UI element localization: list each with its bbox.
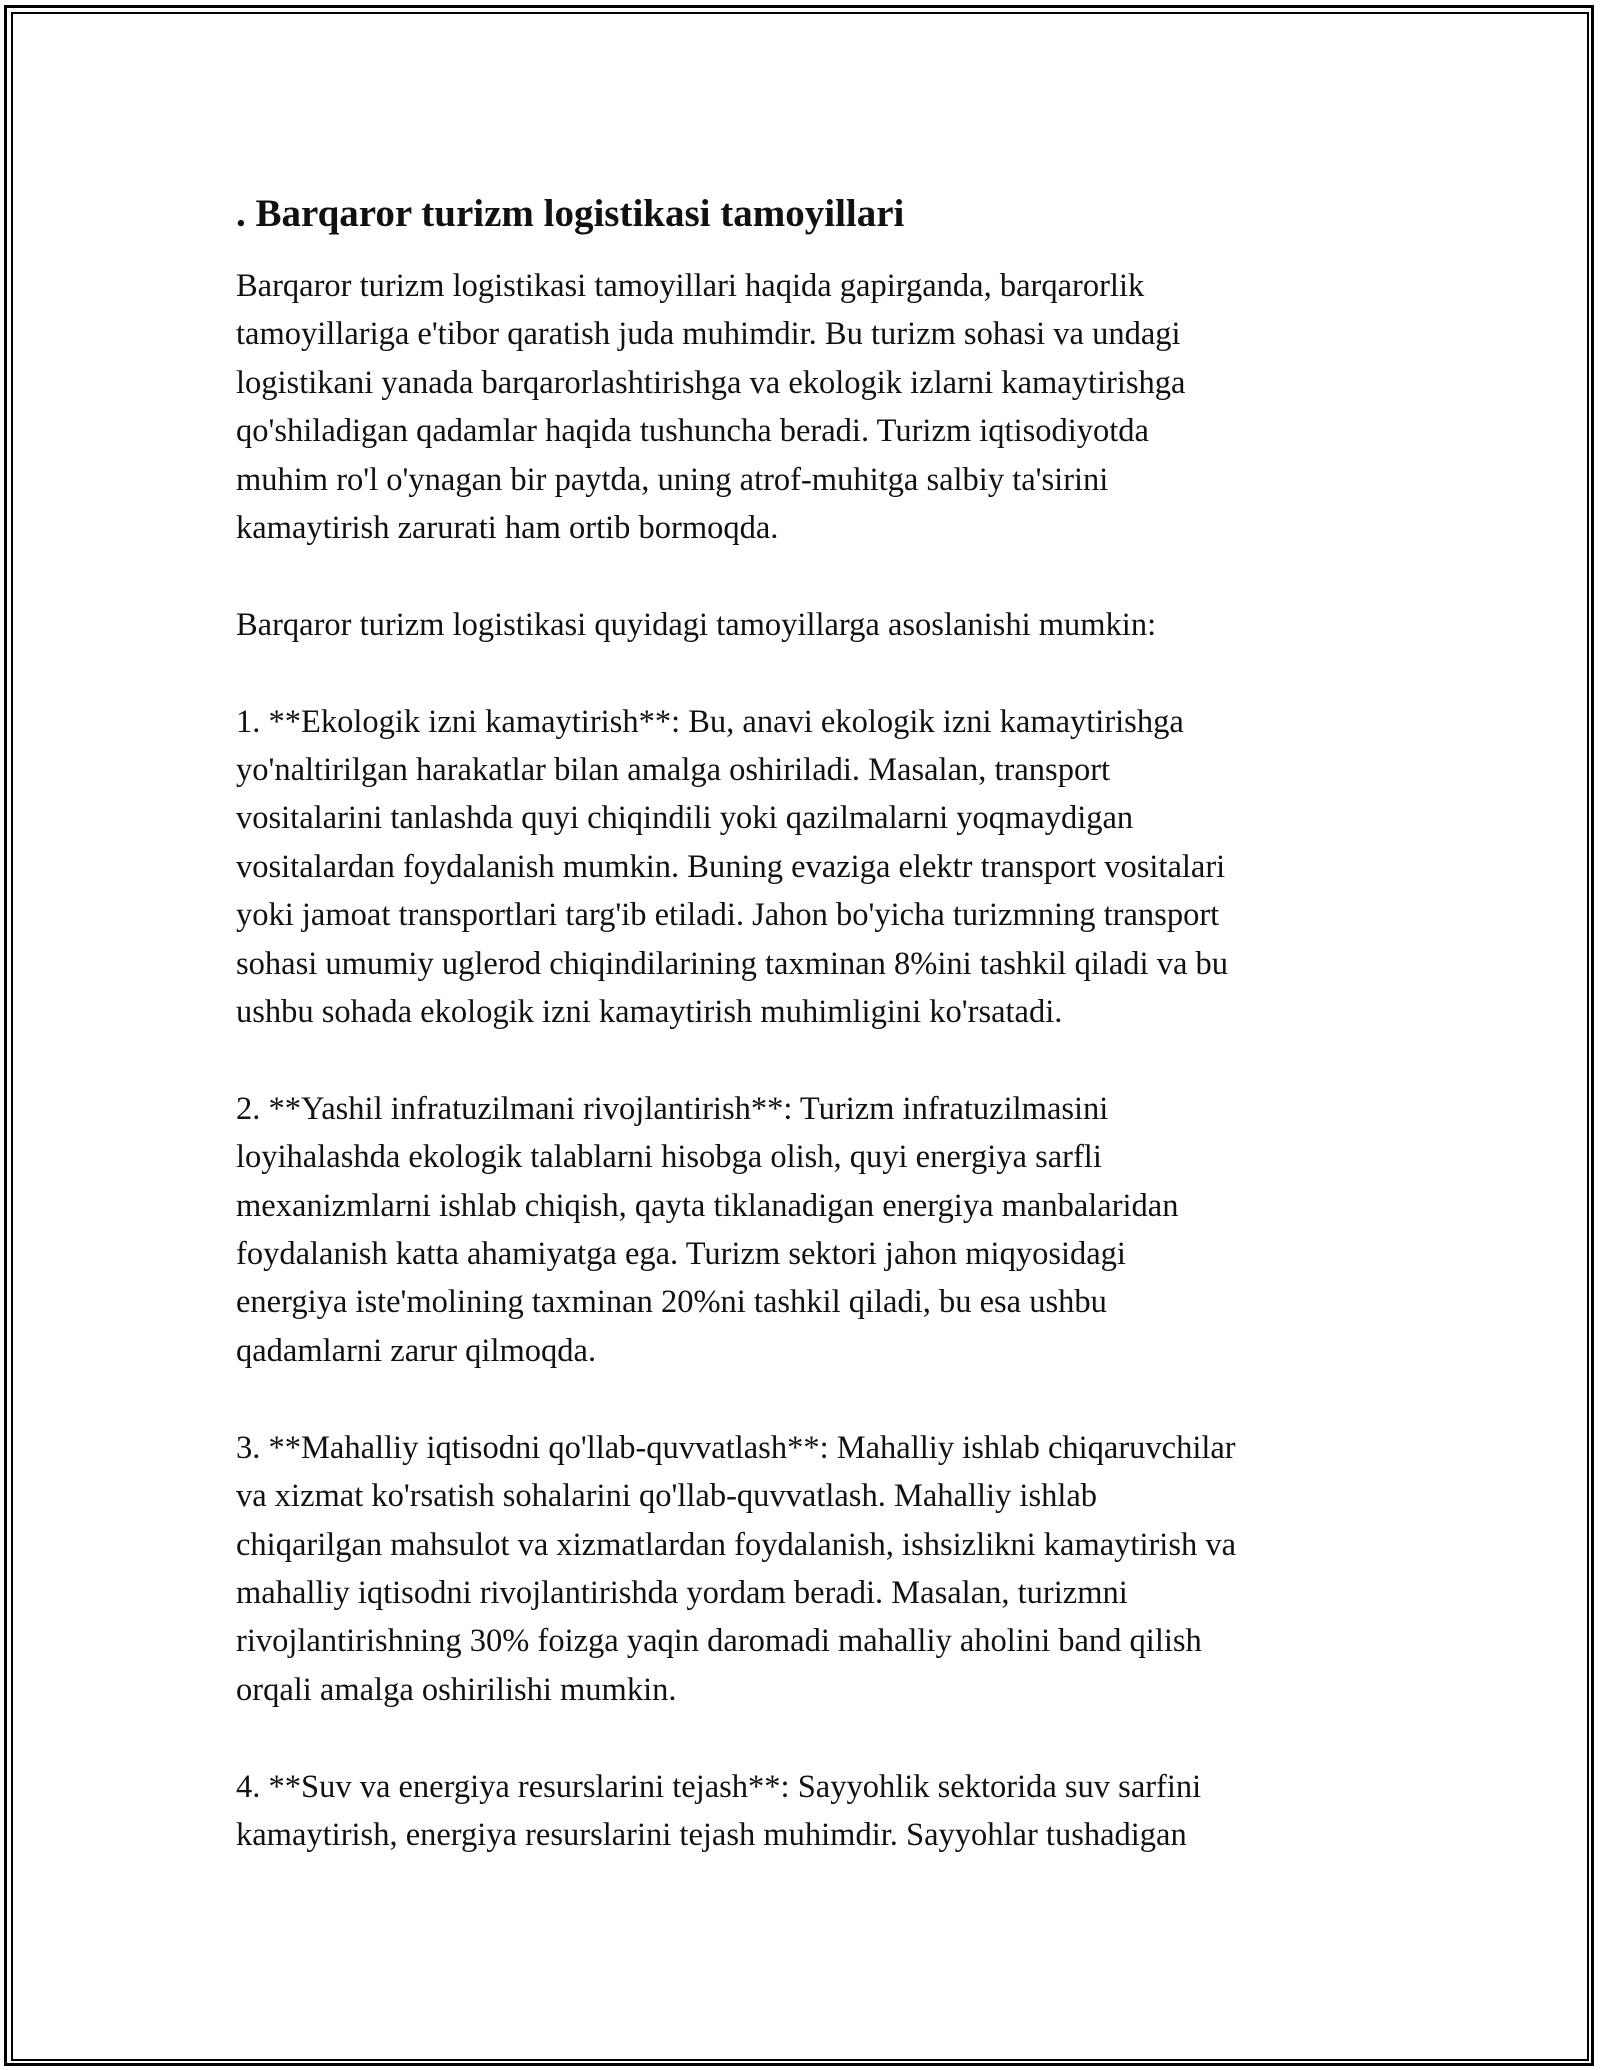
text-line: chiqarilgan mahsulot va xizmatlardan foydalanish, ishsizlikni kamaytirish va (236, 1526, 1237, 1563)
text-line: logistikani yanada barqarorlashtirishga va ekologik izlarni kamaytirishga (236, 364, 1186, 401)
document-title: . Barqaror turizm logistikasi tamoyillari (236, 192, 905, 235)
paragraph-principles-lead (236, 601, 1376, 649)
text-line: muhim ro'l o'ynagan bir paytda, uning atrof-muhitga salbiy ta'sirini (236, 461, 1109, 498)
text-line: kamaytirish zarurati ham ortib bormoqda. (236, 510, 779, 547)
text-line: loyihalashda ekologik talablarni hisobga olish, quyi energiya sarfli (236, 1139, 1102, 1176)
text-line: yo'naltirilgan harakatlar bilan amalga oshiriladi. Masalan, transport (236, 752, 1111, 789)
text-line: 1. **Ekologik izni kamaytirish**: Bu, anavi ekologik izni kamaytirishga (236, 703, 1184, 740)
text-line: mahalliy iqtisodni rivojlantirishda yordam beradi. Masalan, turizmni (236, 1574, 1128, 1611)
text-line: va xizmat ko'rsatish sohalarini qo'llab-quvvatlash. Mahalliy ishlab (236, 1478, 1098, 1515)
text-line: tamoyillariga e'tibor qaratish juda muhimdir. Bu turizm sohasi va undagi (236, 316, 1181, 353)
text-line: qadamlarni zarur qilmoqda. (236, 1332, 597, 1369)
paragraph-principle-3 (236, 1424, 1376, 1714)
text-line: vositalardan foydalanish mumkin. Buning evaziga elektr transport vositalari (236, 848, 1226, 885)
text-line: 4. **Suv va energiya resurslarini tejash**: Sayyohlik sektorida suv sarfini (236, 1768, 1202, 1805)
text-line: Barqaror turizm logistikasi tamoyillari haqida gapirganda, barqarorlik (236, 268, 1145, 304)
paragraph-principle-4 (236, 1763, 1376, 1860)
text-line: rivojlantirishning 30% foizga yaqin daromadi mahalliy aholini band qilish (236, 1623, 1202, 1660)
text-line: foydalanish katta ahamiyatga ega. Turizm sektori jahon miqyosidagi (236, 1236, 1126, 1273)
text-line: 2. **Yashil infratuzilmani rivojlantirish**: Turizm infratuzilmasini (236, 1090, 1109, 1127)
document-body (236, 186, 1376, 1908)
paragraph-intro (236, 262, 1376, 552)
text-line: sohasi umumiy uglerod chiqindilarining taxminan 8%ini tashkil qiladi va bu (236, 945, 1229, 982)
text-line: Barqaror turizm logistikasi quyidagi tamoyillarga asoslanishi mumkin: (236, 606, 1157, 643)
text-line: orqali amalga oshirilishi mumkin. (236, 1671, 677, 1708)
text-line: qo'shiladigan qadamlar haqida tushuncha beradi. Turizm iqtisodiyotda (236, 413, 1149, 450)
text-line: energiya iste'molining taxminan 20%ni tashkil qiladi, bu esa ushbu (236, 1284, 1107, 1321)
text-line: vositalarini tanlashda quyi chiqindili yoki qazilmalarni yoqmaydigan (236, 800, 1134, 837)
paragraph-principle-2 (236, 1085, 1376, 1375)
paragraph-principle-1 (236, 698, 1376, 1037)
text-line: yoki jamoat transportlari targ'ib etiladi. Jahon bo'yicha turizmning transport (236, 897, 1220, 934)
text-line: kamaytirish, energiya resurslarini tejash muhimdir. Sayyohlar tushadigan (236, 1816, 1187, 1853)
text-line: mexanizmlarni ishlab chiqish, qayta tiklanadigan energiya manbalaridan (236, 1187, 1179, 1224)
text-line: 3. **Mahalliy iqtisodni qo'llab-quvvatlash**: Mahalliy ishlab chiqaruvchilar (236, 1429, 1236, 1466)
text-line: ushbu sohada ekologik izni kamaytirish muhimligini ko'rsatadi. (236, 994, 1063, 1031)
